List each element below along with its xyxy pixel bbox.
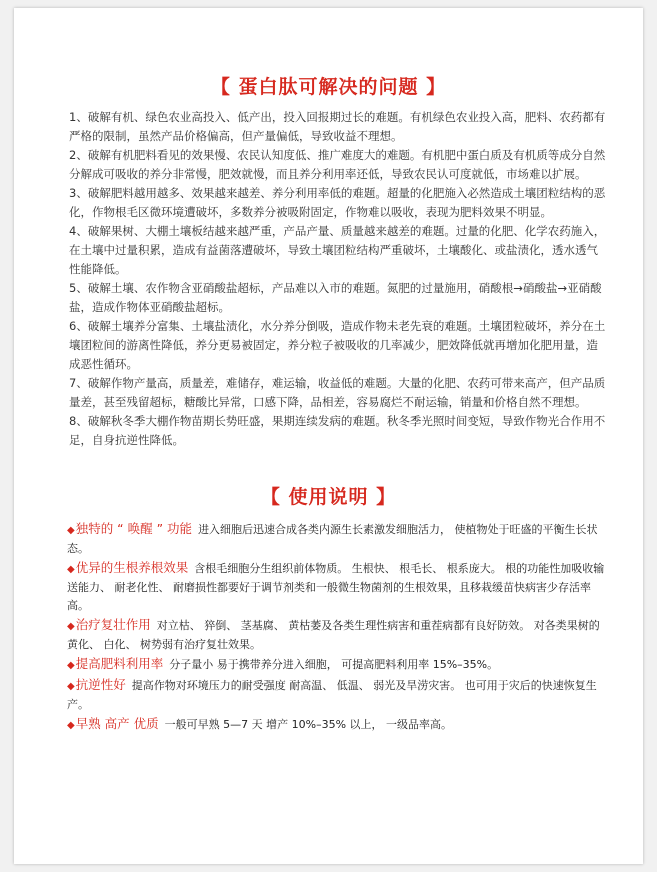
diamond-bullet-icon: ◆: [67, 681, 75, 692]
feature-description: 进入细胞后迅速合成各类内源生长素激发细胞活力， 使植物处于旺盛的平衡生长状态。: [67, 523, 598, 555]
usage-item: [67, 676, 607, 714]
usage-list: [67, 520, 607, 736]
diamond-bullet-icon: ◆: [67, 564, 75, 575]
problem-item: 3、破解肥料越用越多、效果越来越差、养分利用率低的难题。超量的化肥施入必然造成土壤团粒结构的恶化，作物根毛区微环境遭破坏，多数养分被吸附固定，作物难以吸收，表现为肥料效果不明显。: [69, 186, 606, 219]
problem-item: 2、破解有机肥料看见的效果慢、农民认知度低、推广难度大的难题。有机肥中蛋白质及有机质等成分自然分解成可吸收的养分非常慢，肥效就慢，而且养分利用率还低，导致农民认可度就低，市场难以扩展。: [69, 148, 606, 181]
problem-item: 1、破解有机、绿色农业高投入、低产出，投入回报期过长的难题。有机绿色农业投入高，肥料、农药都有严格的限制，虽然产品价格偏高，但产量偏低，导致收益不理想。: [69, 110, 606, 143]
problem-item: 7、破解作物产量高，质量差，难储存，难运输，收益低的难题。大量的化肥、农药可带来高产，但产品质量差，甚至残留超标，糖酸比异常，口感下降，品相差，容易腐烂不耐运输，销量和价格自然不理想。: [69, 376, 606, 409]
feature-description: 分子量小 易于携带养分进入细胞， 可提高肥料利用率 15%–35%。: [169, 658, 499, 671]
feature-name: 独特的 “ 唤醒 ” 功能: [75, 521, 193, 536]
problems-list: [69, 108, 607, 450]
problem-item: 4、破解果树、大棚土壤板结越来越严重，产品产量、质量越来越差的难题。过量的化肥、化学农药施入，在土壤中过量积累，造成有益菌落遭破坏，导致土壤团粒结构严重破坏，土壤酸化、或盐渍化，透水透气性能降低。: [69, 224, 606, 276]
feature-name: 抗逆性好: [75, 677, 126, 692]
usage-item: [67, 655, 607, 675]
problems-title: 【 蛋白肽可解决的问题 】: [210, 76, 447, 98]
diamond-bullet-icon: ◆: [67, 621, 75, 632]
problem-item: 5、破解土壤、农作物含亚硝酸盐超标，产品难以入市的难题。氮肥的过量施用，硝酸根→硝酸盐→亚硝酸盐，造成作物体亚硝酸盐超标。: [69, 281, 602, 314]
feature-description: 对立枯、 猝倒、 茎基腐、 黄枯萎及各类生理性病害和重茬病都有良好防效。 对各类果树的黄化、 白化、 树势弱有治疗复壮效果。: [67, 619, 600, 651]
usage-title: 【 使用说明 】: [260, 486, 397, 508]
problem-item: 6、破解土壤养分富集、土壤盐渍化，水分养分倒吸，造成作物未老先衰的难题。土壤团粒破坏，养分在土壤团粒间的游离性降低，养分更易被固定，养分粒子被吸收的几率减少，肥效降低就再增加化肥用量，造成恶性循环。: [69, 319, 606, 371]
feature-name: 早熟 高产 优质: [75, 716, 159, 731]
usage-item: [67, 616, 607, 654]
feature-description: 提高作物对环境压力的耐受强度 耐高温、 低温、 弱光及旱涝灾害。 也可用于灾后的快速恢复生产。: [67, 679, 597, 711]
feature-description: 一般可早熟 5—7 天 增产 10%–35% 以上， 一级品率高。: [164, 718, 453, 731]
document-page: [14, 8, 643, 864]
usage-item: [67, 559, 607, 615]
feature-description: 含根毛细胞分生组织前体物质。 生根快、 根毛长、 根系庞大。 根的功能性加吸收输送能力、 耐老化性、 耐磨损性都要好于调节剂类和一般微生物菌剂的生根效果，且移栽缓苗快病害少存活率高。: [67, 562, 605, 612]
diamond-bullet-icon: ◆: [67, 525, 75, 536]
feature-name: 提高肥料利用率: [75, 656, 164, 671]
feature-name: 治疗复壮作用: [75, 617, 151, 632]
usage-item: [67, 520, 607, 558]
diamond-bullet-icon: ◆: [67, 720, 75, 731]
problem-item: 8、破解秋冬季大棚作物苗期长势旺盛，果期连续发病的难题。秋冬季光照时间变短，导致作物光合作用不足，自身抗逆性降低。: [69, 414, 606, 447]
feature-name: 优异的生根养根效果: [75, 560, 189, 575]
usage-item: [67, 715, 607, 735]
diamond-bullet-icon: ◆: [67, 660, 75, 671]
